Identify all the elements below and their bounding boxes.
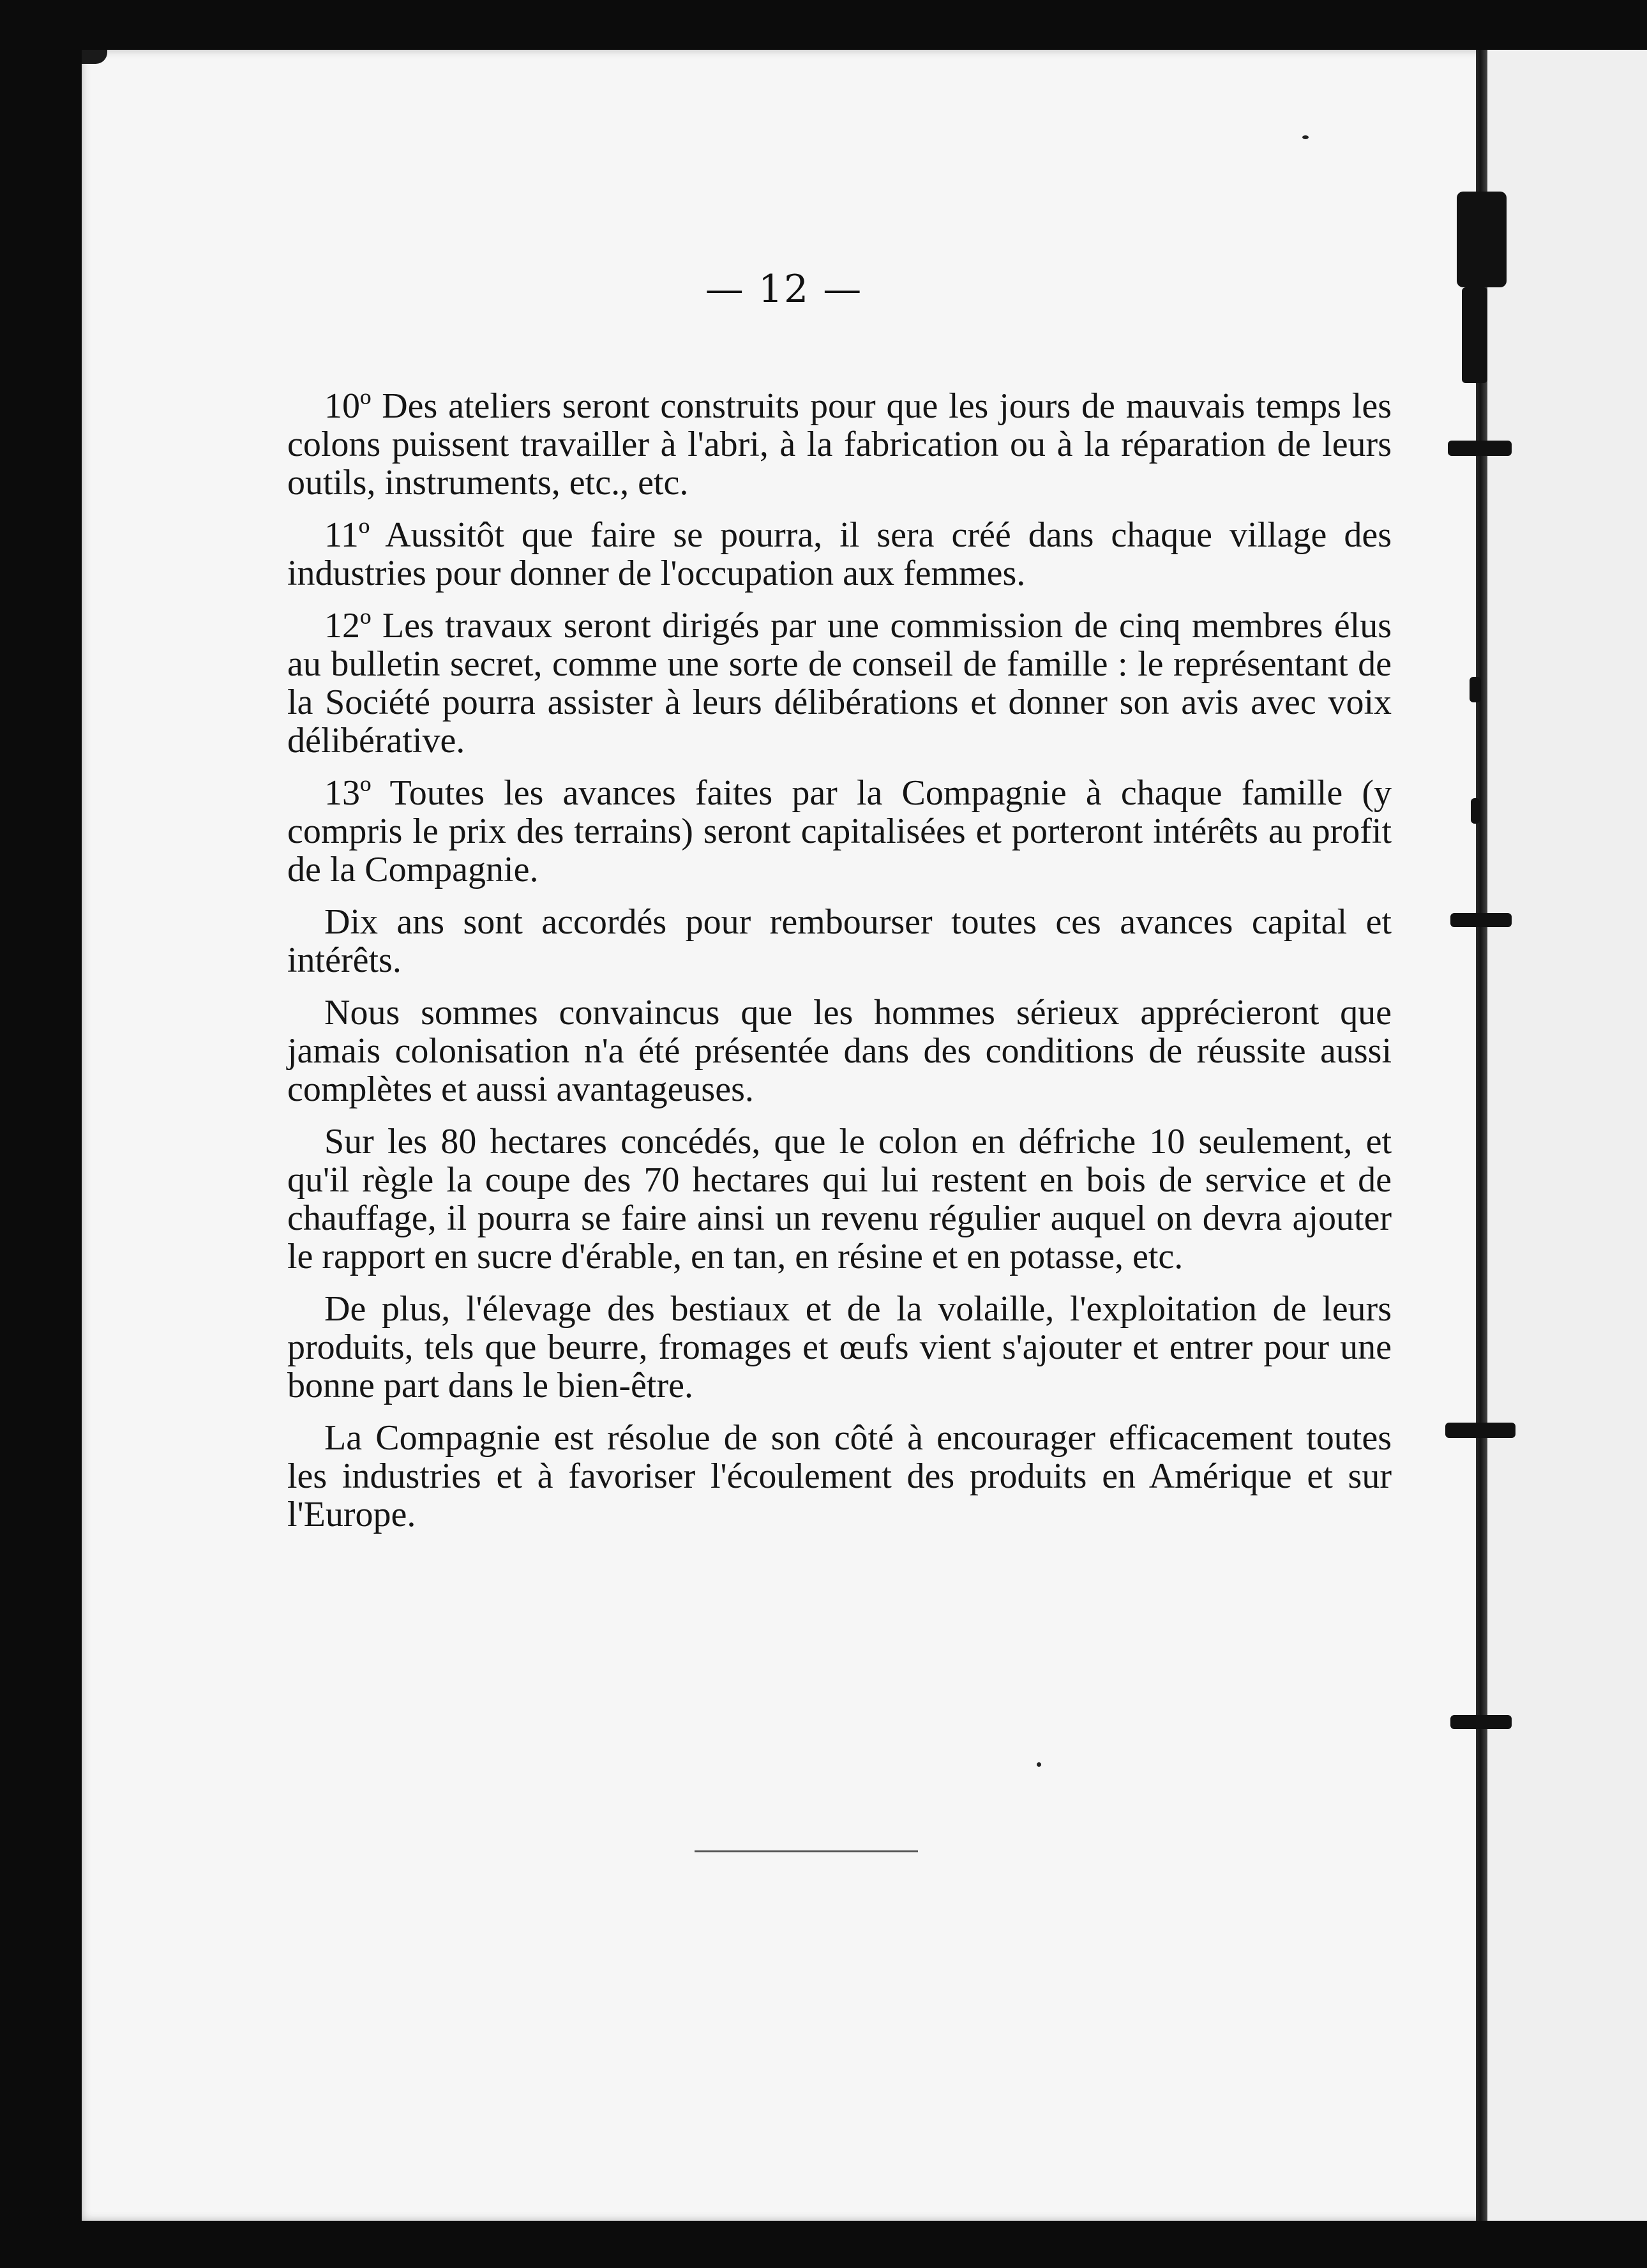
body-text bbox=[287, 387, 1392, 1548]
binding-clip bbox=[1462, 287, 1487, 383]
adjacent-page-edge bbox=[1486, 50, 1647, 2221]
paragraph-11: 11º Aussitôt que faire se pourra, il sera créé dans chaque village des industries pour donner de l'occupation aux femmes. bbox=[287, 515, 1392, 593]
scan-speck bbox=[1037, 1762, 1041, 1767]
scan-speck bbox=[1302, 135, 1309, 139]
paragraph-13: 13º Toutes les avances faites par la Compagnie à chaque famille (y compris le prix des terrains) seront capitalisées et porteront intérêts au profit de la Compagnie. bbox=[287, 773, 1392, 889]
binding-clip bbox=[1450, 913, 1512, 927]
paragraph-12: 12º Les travaux seront dirigés par une commission de cinq membres élus au bulletin secret, comme une sorte de conseil de famille : le représentant de la Société pourra assister à leurs délibérations et donner son avis avec voix délibérative. bbox=[287, 606, 1392, 760]
paragraph-dix-ans: Dix ans sont accordés pour rembourser toutes ces avances capital et intérêts. bbox=[287, 902, 1392, 980]
binding-clip bbox=[1470, 677, 1481, 702]
paragraph-10: 10º Des ateliers seront construits pour que les jours de mauvais temps les colons puissent travailler à l'abri, à la fabrication ou à la réparation de leurs outils, instruments, etc., etc. bbox=[287, 386, 1392, 503]
page-number: — 12 — bbox=[705, 267, 863, 312]
paragraph-elevage: De plus, l'élevage des bestiaux et de la volaille, l'exploitation de leurs produits, tels que beurre, fromages et œufs vient s'ajouter et entrer pour une bonne part dans le bien-être. bbox=[287, 1289, 1392, 1405]
closing-rule bbox=[695, 1850, 918, 1852]
binding-clip bbox=[1448, 441, 1512, 456]
binding-clip bbox=[1450, 1715, 1512, 1729]
document-page bbox=[82, 50, 1486, 2221]
paragraph-convaincus: Nous sommes convaincus que les hommes sérieux apprécieront que jamais colonisation n'a été présentée dans des conditions de réussite aussi complètes et aussi avantageuses. bbox=[287, 993, 1392, 1109]
binding-clip bbox=[1457, 192, 1507, 287]
binding-clip bbox=[1471, 798, 1480, 824]
paragraph-hectares: Sur les 80 hectares concédés, que le colon en défriche 10 seulement, et qu'il règle la coupe des 70 hectares qui lui restent en bois de service et de chauffage, il pourra se faire ainsi un revenu régulier auquel on devra ajouter le rapport en sucre d'érable, en tan, en résine et en potasse, etc. bbox=[287, 1122, 1392, 1276]
paragraph-compagnie: La Compagnie est résolue de son côté à encourager efficacement toutes les industries et à favoriser l'écoulement des produits en Amérique et sur l'Europe. bbox=[287, 1418, 1392, 1534]
binding-clip bbox=[1445, 1423, 1515, 1438]
